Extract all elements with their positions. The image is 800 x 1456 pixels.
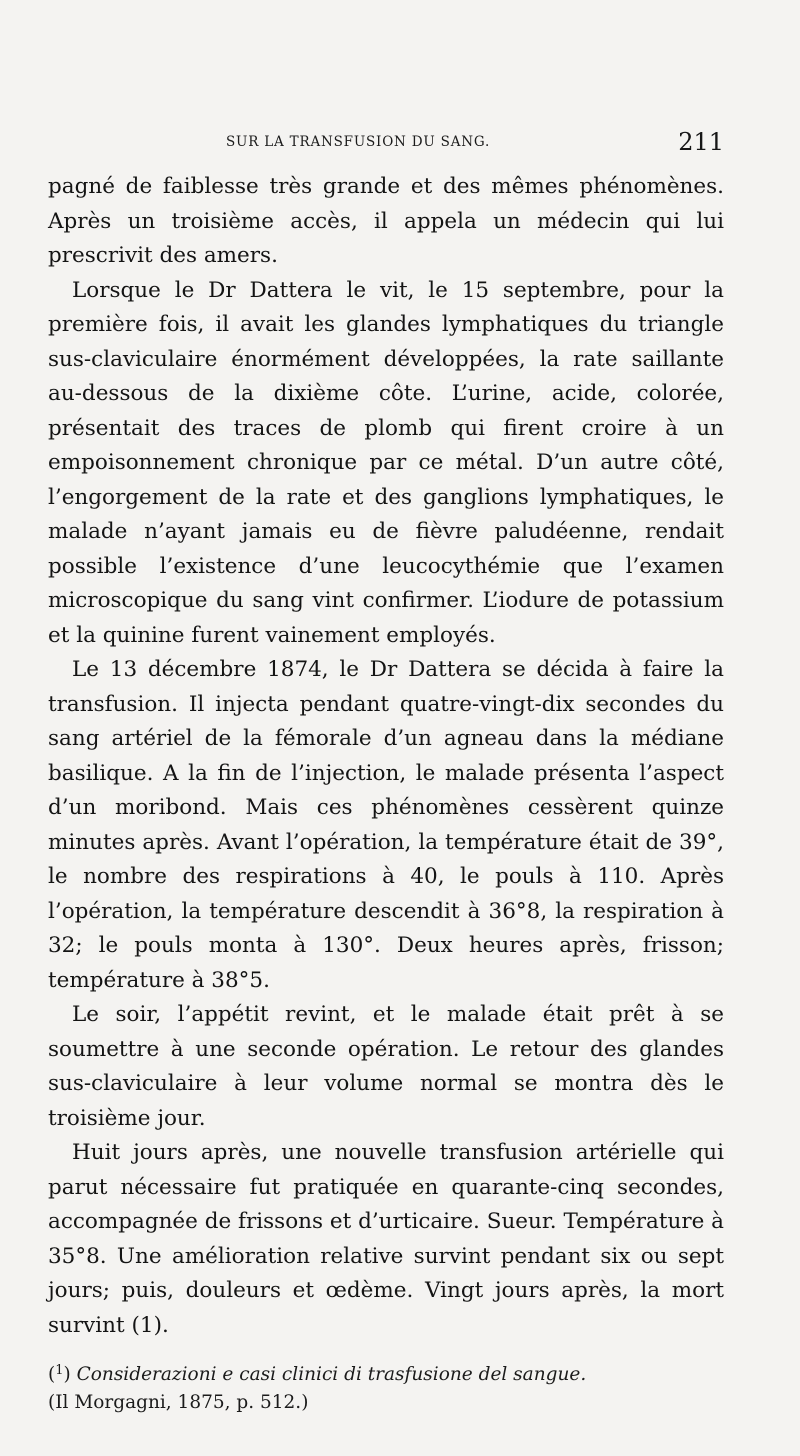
running-title: SUR LA TRANSFUSION DU SANG. — [226, 134, 491, 150]
page-header — [48, 128, 724, 168]
paragraph: Lorsque le Dr Dattera le vit, le 15 septembre, pour la première fois, il avait les glandes lymphatiques du triangle sus-claviculaire énormément développées, la rate saillante au-dessous de la dixième côte. L’urine, acide, colorée, présentait des traces de plomb qui firent croire à un empoisonnement chronique par ce métal. D’un autre côté, l’engorgement de la rate et des ganglions lymphatiques, le malade n’ayant jamais eu de fièvre paludéenne, rendait possible l’existence d’une leucocythémie que l’examen microscopique du sang vint confirmer. L’iodure de potassium et la quinine furent vainement employés. — [48, 277, 724, 648]
footnote-marker: 1 — [55, 1363, 64, 1378]
paragraph: Le soir, l’appétit revint, et le malade était prêt à se soumettre à une seconde opération. Le retour des glandes sus-claviculaire à leur volume normal se montra dès le troisième jour. — [48, 1002, 724, 1131]
paragraph: Huit jours après, une nouvelle transfusion artérielle qui parut nécessaire fut pratiquée en quarante-cinq secondes, accompagnée de frissons et d’urticaire. Sueur. Température à 35°8. Une amélioration relative survint pendant six ou sept jours; puis, douleurs et œdème. Vingt jours après, la mort survint (1). — [48, 1140, 724, 1338]
page-number: 211 — [678, 128, 724, 156]
body-text — [48, 170, 724, 1343]
footnote-source: (Il Morgagni, 1875, p. 512.) — [48, 1392, 309, 1413]
footnote-citation-line: ($^1$) Considerazioni e casi clinici di trasfusione del sangue. — [48, 1363, 587, 1385]
footnote-citation: Considerazioni e casi clinici di trasfusione del sangue. — [76, 1364, 587, 1385]
footnotes — [48, 1357, 724, 1417]
paragraph: Le 13 décembre 1874, le Dr Dattera se décida à faire la transfusion. Il injecta pendant quatre-vingt-dix secondes du sang artériel de la fémorale d’un agneau dans la médiane basilique. A la fin de l’injection, le malade présenta l’aspect d’un moribond. Mais ces phénomènes cessèrent quinze minutes après. Avant l’opération, la température était de 39°, le nombre des respirations à 40, le pouls à 110. Après l’opération, la température descendit à 36°8, la respiration à 32; le pouls monta à 130°. Deux heures après, frisson; température à 38°5. — [48, 657, 724, 993]
paragraph: pagné de faiblesse très grande et des mêmes phénomènes. Après un troisième accès, il appela un médecin qui lui prescrivit des amers. — [48, 174, 724, 268]
